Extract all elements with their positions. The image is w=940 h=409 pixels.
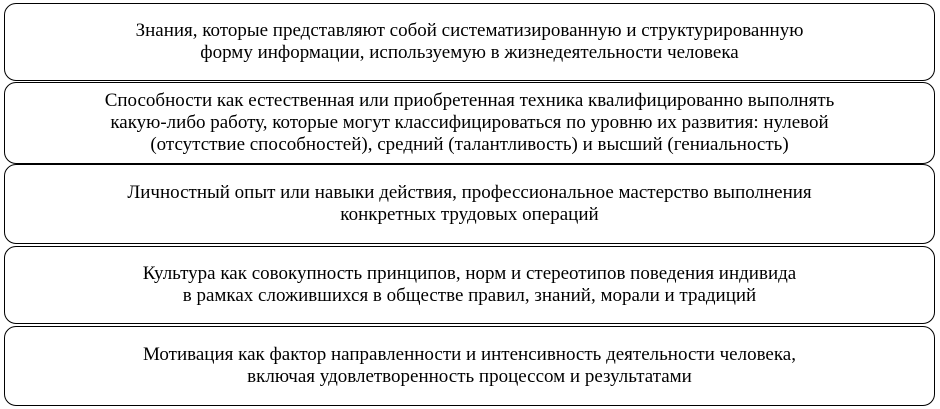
component-list <box>4 3 935 406</box>
knowledge-text: Знания, которые представляют собой систематизированную и структурированную форму информации, используемую в жизнедеятельности человека <box>135 20 804 63</box>
culture-text: Культура как совокупность принципов, норм и стереотипов поведения индивида в рамках сложившихся в обществе правил, знаний, морали и традиций <box>142 263 797 306</box>
abilities-text: Способности как естественная или приобретенная техника квалифицированно выполнять какую-либо работу, которые могут классифицироваться по уровню их развития: нулевой (отсутствие способностей), средний (талантливость) и высший (гениальность) <box>104 90 835 155</box>
culture-box <box>4 246 935 324</box>
motivation-box <box>4 326 935 406</box>
experience-text: Личностный опыт или навыки действия, профессиональное мастерство выполнения конкретных трудовых операций <box>127 182 812 225</box>
motivation-text: Мотивация как фактор направленности и интенсивность деятельности человека, включая удовлетворенность процессом и результатами <box>143 344 796 387</box>
experience-box <box>4 164 935 244</box>
knowledge-box <box>4 3 935 81</box>
abilities-box <box>4 82 935 164</box>
